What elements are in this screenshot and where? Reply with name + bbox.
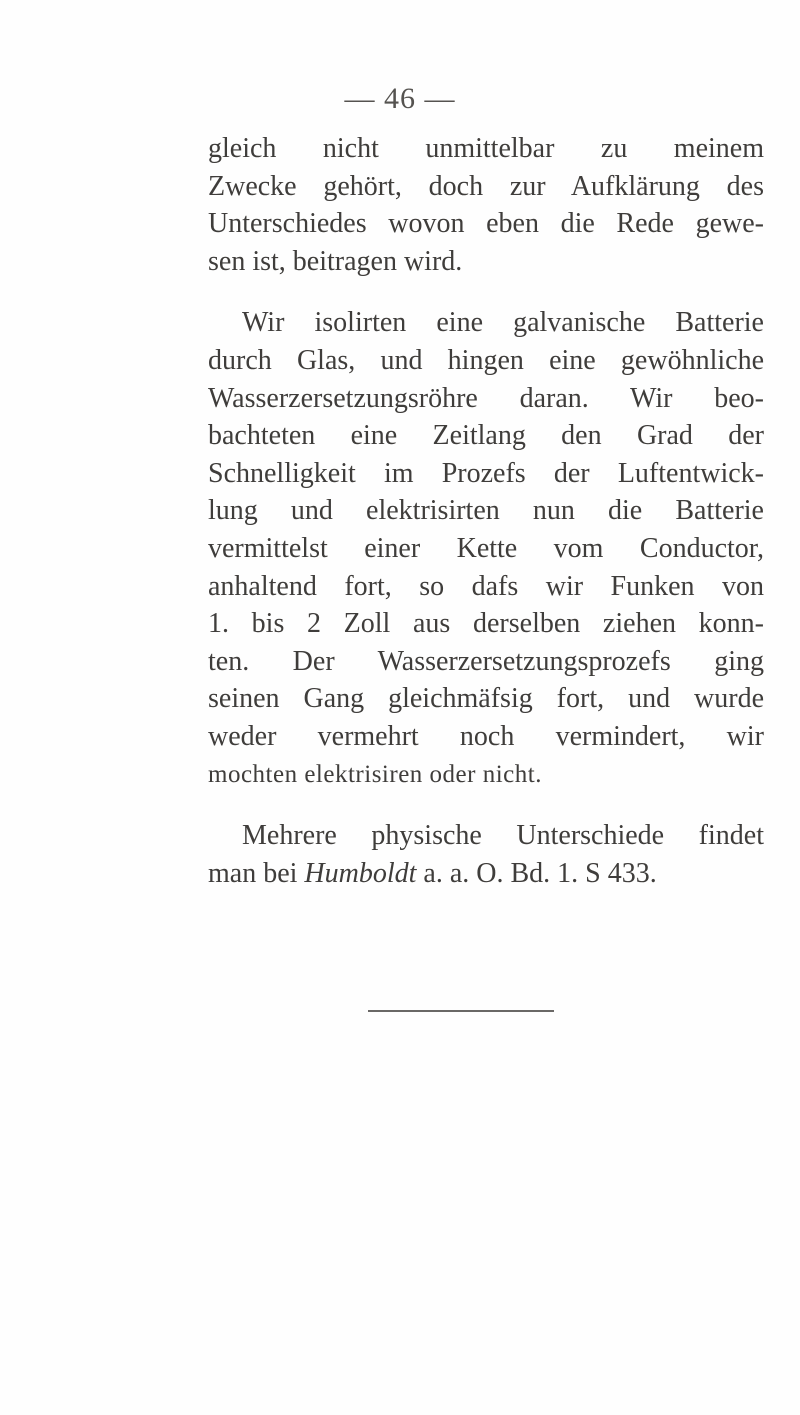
paragraph-1 <box>208 130 764 280</box>
text-line: 1. bis 2 Zoll aus derselben ziehen konn- <box>208 608 764 640</box>
text-line: Zwecke gehört, doch zur Aufklärung des <box>208 170 764 202</box>
text-line: ten. Der Wasserzersetzungsprozefs ging <box>208 645 764 677</box>
citation-fragment: a. a. O. Bd. 1. S 433. <box>416 857 657 889</box>
end-rule <box>368 1010 554 1012</box>
text-fragment: man bei <box>208 857 305 889</box>
text-line: weder vermehrt noch vermindert, wir <box>208 720 764 752</box>
text-line: durch Glas, und hingen eine gewöhnliche <box>208 344 764 376</box>
text-line: Schnelligkeit im Prozefs der Luftentwick- <box>208 457 764 489</box>
text-line: lung und elektrisirten nun die Batterie <box>208 495 764 527</box>
text-line: seinen Gang gleichmäfsig fort, und wurde <box>208 683 764 715</box>
text-line: Unterschiedes wovon eben die Rede gewe- <box>208 208 764 240</box>
page-number: — 46 — <box>344 82 456 115</box>
body-text <box>208 130 764 892</box>
text-line: mochten elektrisiren oder nicht. <box>208 760 542 788</box>
author-reference: Humboldt <box>304 857 417 889</box>
text-line: gleich nicht unmittelbar zu meinem <box>208 133 764 164</box>
paragraph-2 <box>208 304 764 793</box>
text-line: anhaltend fort, so dafs wir Funken von <box>208 570 764 602</box>
text-line: bachteten eine Zeitlang den Grad der <box>208 420 764 452</box>
text-line: Mehrere physische Unterschiede findet <box>242 820 764 852</box>
paragraph-3 <box>208 817 764 892</box>
text-line <box>208 855 764 893</box>
text-line: vermittelst einer Kette vom Conductor, <box>208 532 764 564</box>
text-line: sen ist, beitragen wird. <box>208 245 463 277</box>
text-line: Wir isolirten eine galvanische Batterie <box>242 307 764 339</box>
text-line: Wasserzersetzungsröhre daran. Wir beo- <box>208 382 764 414</box>
